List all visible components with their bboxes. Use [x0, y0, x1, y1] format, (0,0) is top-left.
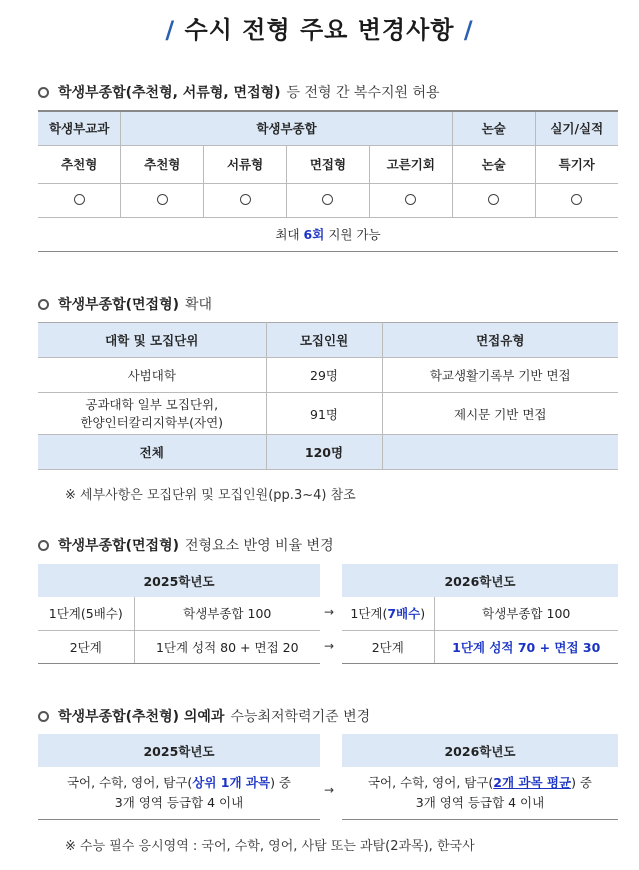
section2-note: ※ 세부사항은 모집단위 및 모집인원(pp.3~4) 참조: [65, 488, 356, 503]
interview-expansion-table: [38, 322, 618, 470]
mark-cell: [369, 183, 452, 217]
bullet-circle-icon: [38, 540, 49, 551]
mark-cell: [38, 183, 121, 217]
content-cell: 학생부종합 100: [434, 597, 618, 630]
footer-highlight: 6회: [303, 227, 325, 242]
mark-cell: [535, 183, 618, 217]
subheader-cell: 추천형: [121, 145, 204, 183]
table-subheader-row: [38, 145, 618, 183]
stage-cell: 1단계(5배수): [38, 597, 134, 630]
count-cell: 29명: [266, 358, 382, 393]
year-header: 2026학년도: [444, 743, 516, 759]
criteria-highlight: 상위 1개 과목: [192, 774, 271, 790]
multiple-application-table: [38, 110, 618, 252]
year-header: 2025학년도: [143, 573, 215, 589]
arrow-right-icon: →: [324, 605, 335, 619]
table-header-row: [342, 564, 618, 597]
section2-heading-rest: 확대: [185, 297, 213, 313]
total-count: 120명: [266, 435, 382, 470]
section2-heading-bold: 학생부종합(면접형): [58, 297, 179, 313]
circle-mark-icon: [571, 194, 582, 205]
unit-cell: [38, 393, 266, 435]
section4-note: ※ 수능 필수 응시영역 : 국어, 수학, 영어, 사탐 또는 과탐(2과목), 한국사: [65, 839, 475, 854]
criteria-text: 국어, 수학, 영어, 탐구(: [66, 774, 193, 790]
year-header: 2026학년도: [444, 573, 516, 589]
subheader-cell: 추천형: [38, 145, 121, 183]
header-cell: 논술: [452, 111, 535, 145]
header-cell: 면접유형: [382, 323, 618, 358]
circle-mark-icon: [157, 194, 168, 205]
table-row: [342, 630, 618, 663]
section2-heading: [38, 294, 212, 314]
header-cell: 학생부종합: [121, 111, 452, 145]
title-slash-right: /: [463, 16, 474, 44]
ratio-2025-table: [38, 564, 320, 664]
subheader-cell: 서류형: [204, 145, 287, 183]
circle-mark-icon: [405, 194, 416, 205]
total-label: 전체: [38, 435, 266, 470]
subheader-cell: 논술: [452, 145, 535, 183]
section1-heading-bold: 학생부종합(추천형, 서류형, 면접형): [58, 85, 281, 101]
table-header-row: [38, 734, 320, 767]
circle-mark-icon: [488, 194, 499, 205]
table-header-row: [38, 323, 618, 358]
criteria-line: 3개 영역 등급합 4 이내: [415, 794, 545, 810]
unit-line: 공과대학 일부 모집단위,: [85, 396, 219, 412]
total-empty: [382, 435, 618, 470]
bullet-circle-icon: [38, 711, 49, 722]
circle-mark-icon: [240, 194, 251, 205]
criteria-line: [342, 773, 618, 793]
table-total-row: [38, 435, 618, 470]
stage-text: 1단계(: [350, 606, 388, 622]
table-row: [38, 358, 618, 393]
section4-heading: [38, 706, 370, 726]
criteria-highlight: 2개 과목 평균: [493, 774, 572, 790]
csat-2025-table: [38, 734, 320, 820]
type-cell: 제시문 기반 면접: [382, 393, 618, 435]
table-row: [38, 183, 618, 217]
content-highlight-cell: 1단계 성적 70 + 면접 30: [434, 630, 618, 663]
title-slash-left: /: [165, 16, 176, 44]
stage-cell: 2단계: [38, 630, 134, 663]
bullet-circle-icon: [38, 299, 49, 310]
section3-heading-bold: 학생부종합(면접형): [58, 538, 179, 554]
footer-text: 지원 가능: [328, 227, 381, 242]
section1-heading: [38, 82, 440, 102]
footer-text: 최대: [275, 227, 300, 242]
unit-line: 한양인터칼리지학부(자연): [80, 414, 224, 430]
header-cell: 모집인원: [266, 323, 382, 358]
table-row: [342, 597, 618, 630]
stage-cell: [342, 597, 434, 630]
stage-text: ): [420, 606, 426, 622]
subheader-cell: 고른기회: [369, 145, 452, 183]
page-title: [0, 10, 639, 45]
year-header: 2025학년도: [143, 743, 215, 759]
footer-cell: [38, 217, 618, 251]
content-cell: 1단계 성적 80 + 면접 20: [134, 630, 320, 663]
stage-highlight: 7배수: [387, 606, 421, 622]
mark-cell: [121, 183, 204, 217]
section4-heading-bold: 학생부종합(추천형) 의예과: [58, 709, 225, 725]
count-cell: 91명: [266, 393, 382, 435]
criteria-text: ) 중: [270, 774, 292, 790]
circle-mark-icon: [322, 194, 333, 205]
criteria-cell: [342, 767, 618, 819]
table-row: [38, 630, 320, 663]
table-row: [38, 393, 618, 435]
table-header-row: [38, 111, 618, 145]
table-row: [38, 597, 320, 630]
bullet-circle-icon: [38, 87, 49, 98]
section1-heading-rest: 등 전형 간 복수지원 허용: [286, 85, 440, 101]
criteria-line: [38, 773, 320, 793]
arrow-right-icon: →: [324, 639, 335, 653]
content-cell: 학생부종합 100: [134, 597, 320, 630]
mark-cell: [287, 183, 370, 217]
criteria-text: 국어, 수학, 영어, 탐구(: [367, 774, 494, 790]
section3-heading-rest: 전형요소 반영 비율 변경: [185, 538, 334, 554]
table-header-row: [342, 734, 618, 767]
mark-cell: [204, 183, 287, 217]
section4-heading-rest: 수능최저학력기준 변경: [230, 709, 371, 725]
ratio-2026-table: [342, 564, 618, 664]
table-footer-row: [38, 217, 618, 251]
header-cell: 학생부교과: [38, 111, 121, 145]
type-cell: 학교생활기록부 기반 면접: [382, 358, 618, 393]
circle-mark-icon: [74, 194, 85, 205]
table-row: [342, 767, 618, 819]
header-cell: 대학 및 모집단위: [38, 323, 266, 358]
subheader-cell: 면접형: [287, 145, 370, 183]
unit-cell: 사범대학: [38, 358, 266, 393]
stage-cell: 2단계: [342, 630, 434, 663]
mark-cell: [452, 183, 535, 217]
arrow-right-icon: →: [324, 783, 335, 797]
criteria-line: 3개 영역 등급합 4 이내: [114, 794, 244, 810]
criteria-cell: [38, 767, 320, 819]
subheader-cell: 특기자: [535, 145, 618, 183]
table-header-row: [38, 564, 320, 597]
section3-heading: [38, 535, 334, 555]
table-row: [38, 767, 320, 819]
csat-2026-table: [342, 734, 618, 820]
criteria-text: ) 중: [571, 774, 593, 790]
title-text: 수시 전형 주요 변경사항: [184, 16, 455, 44]
header-cell: 실기/실적: [535, 111, 618, 145]
